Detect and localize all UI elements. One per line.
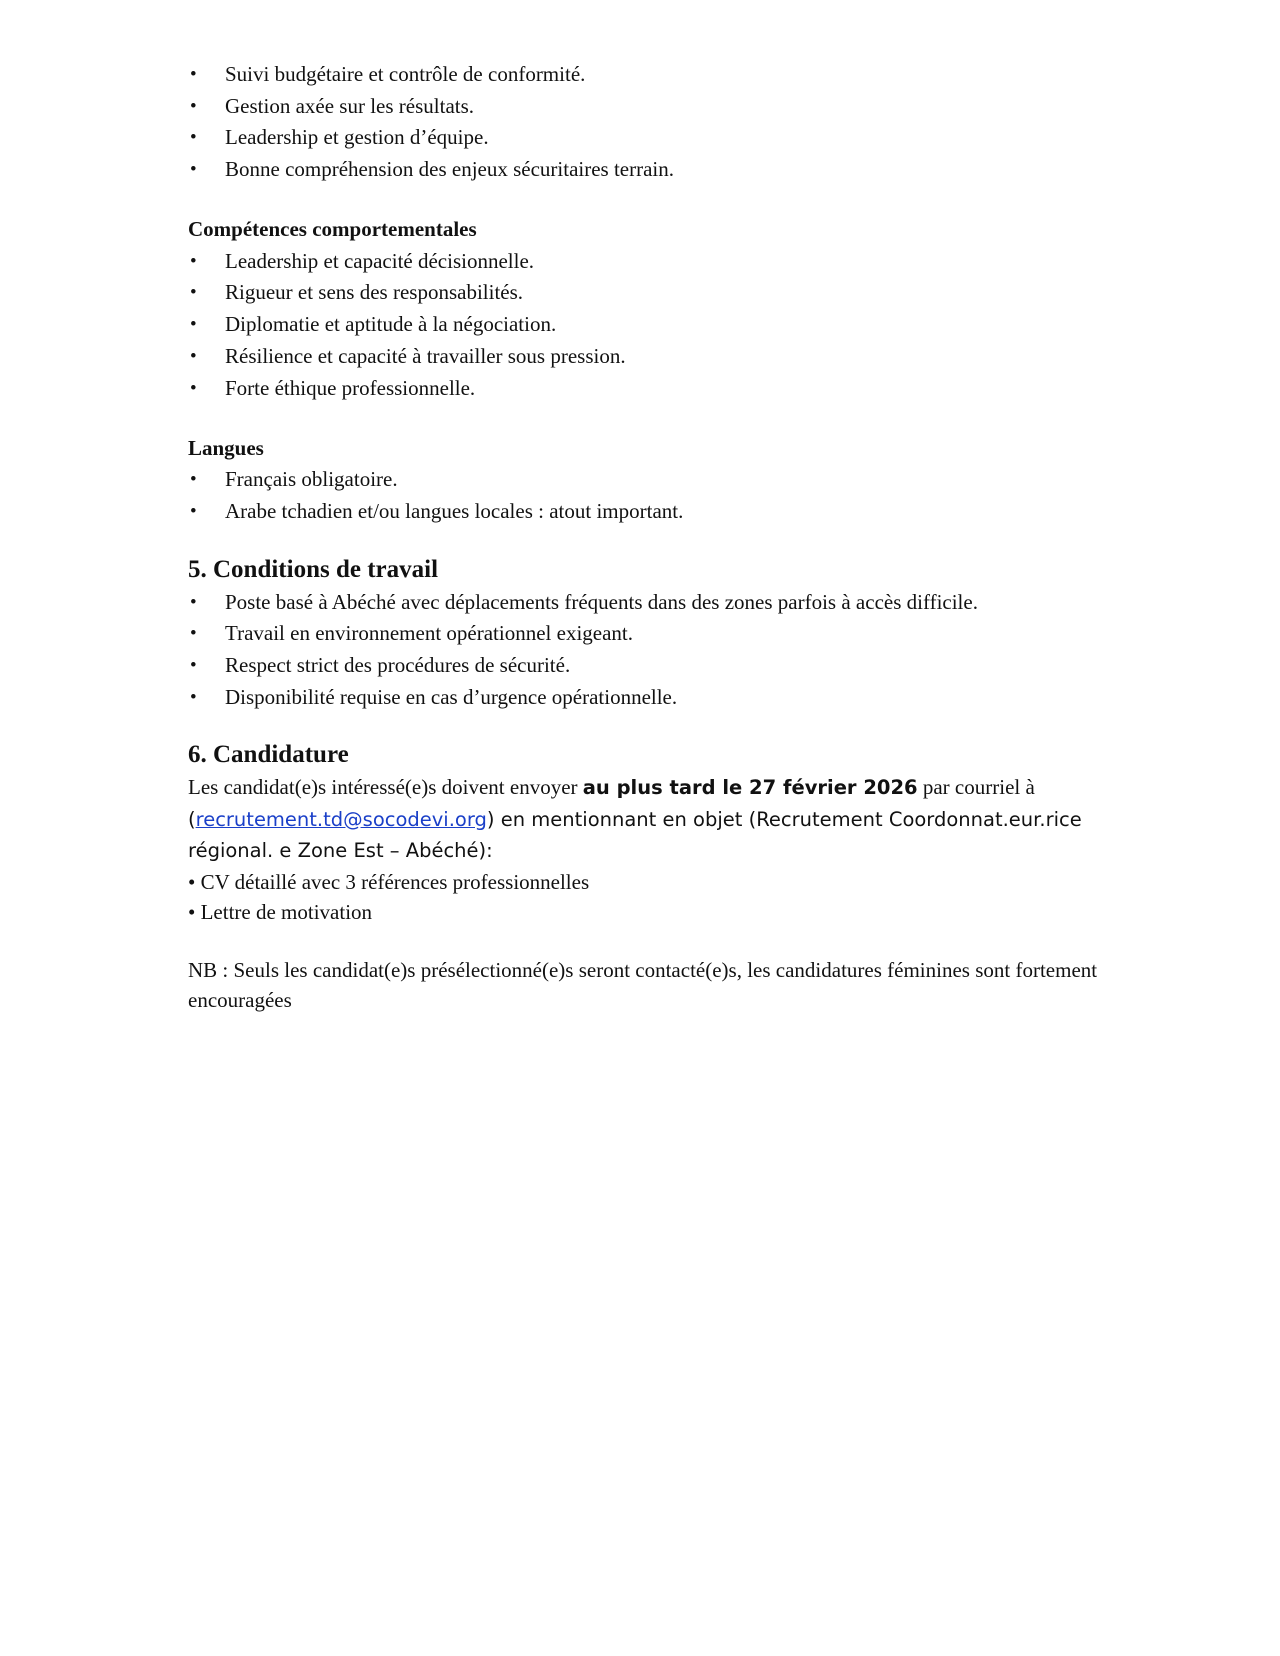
bullet-icon: •	[190, 250, 197, 272]
list-item: • Arabe tchadien et/ou langues locales : atout important.	[188, 496, 1108, 528]
bullet-icon: •	[190, 654, 197, 676]
bullet-icon: •	[190, 345, 197, 367]
list-item: • Rigueur et sens des responsabilités.	[188, 277, 1108, 309]
bullet-icon: •	[190, 95, 197, 117]
behavioral-skills-heading: Compétences comportementales	[188, 217, 477, 242]
list-item: • Suivi budgétaire et contrôle de conformité.	[188, 59, 1108, 91]
deadline-text: au plus tard le 27 février 2026	[582, 776, 918, 800]
list-item: • Français obligatoire.	[188, 464, 1108, 496]
behavioral-skills-list	[188, 246, 1108, 404]
list-item: • Respect strict des procédures de sécurité.	[188, 650, 1108, 682]
bullet-icon: •	[190, 377, 197, 399]
bullet-icon: •	[190, 500, 197, 522]
bullet-icon: •	[190, 314, 197, 336]
bullet-icon: •	[190, 159, 197, 181]
bullet-icon: •	[190, 623, 197, 645]
list-item: • Lettre de motivation	[188, 900, 373, 925]
list-item: • Leadership et gestion d’équipe.	[188, 122, 1108, 154]
list-item: • Bonne compréhension des enjeux sécuritaires terrain.	[188, 154, 1108, 186]
work-conditions-list	[188, 587, 1108, 714]
bullet-icon: •	[190, 64, 197, 85]
list-item: • Résilience et capacité à travailler sous pression.	[188, 341, 1108, 373]
list-item: • Gestion axée sur les résultats.	[188, 91, 1108, 123]
section-6-title: 6. Candidature	[188, 741, 349, 769]
bullet-icon: •	[190, 127, 197, 149]
email-link[interactable]: recrutement.td@socodevi.org	[195, 807, 487, 831]
list-item: • Disponibilité requise en cas d’urgence opérationnelle.	[188, 682, 1108, 714]
bullet-icon: •	[190, 591, 197, 613]
bullet-icon: •	[190, 469, 197, 491]
application-instructions: Les candidat(e)s intéressé(e)s doivent envoyer au plus tard le 27 février 2026 par courriel à (recrutement.td@socodevi.org) en mentionnant en objet (Recrutement Coordonnat.eur.rice régional. e Zone Est – Abéché):	[188, 775, 1082, 863]
list-item: • Forte éthique professionnelle.	[188, 373, 1108, 405]
bullet-icon: •	[190, 282, 197, 304]
list-item: • Diplomatie et aptitude à la négociation.	[188, 309, 1108, 341]
list-item: • Leadership et capacité décisionnelle.	[188, 246, 1108, 278]
list-item: • Poste basé à Abéché avec déplacements fréquents dans des zones parfois à accès difficile.	[188, 587, 1108, 619]
section-5-title: 5. Conditions de travail	[188, 555, 439, 583]
document-page	[188, 59, 1108, 1016]
nb-note: NB : Seuls les candidat(e)s présélectionné(e)s seront contacté(e)s, les candidatures féminines sont fortement encouragées	[188, 957, 1098, 1013]
languages-list	[188, 464, 1108, 527]
list-item: • Travail en environnement opérationnel exigeant.	[188, 618, 1108, 650]
skills-list	[188, 59, 1108, 186]
list-item: • CV détaillé avec 3 références professionnelles	[188, 869, 590, 894]
languages-heading: Langues	[188, 435, 264, 460]
bullet-icon: •	[190, 686, 197, 708]
